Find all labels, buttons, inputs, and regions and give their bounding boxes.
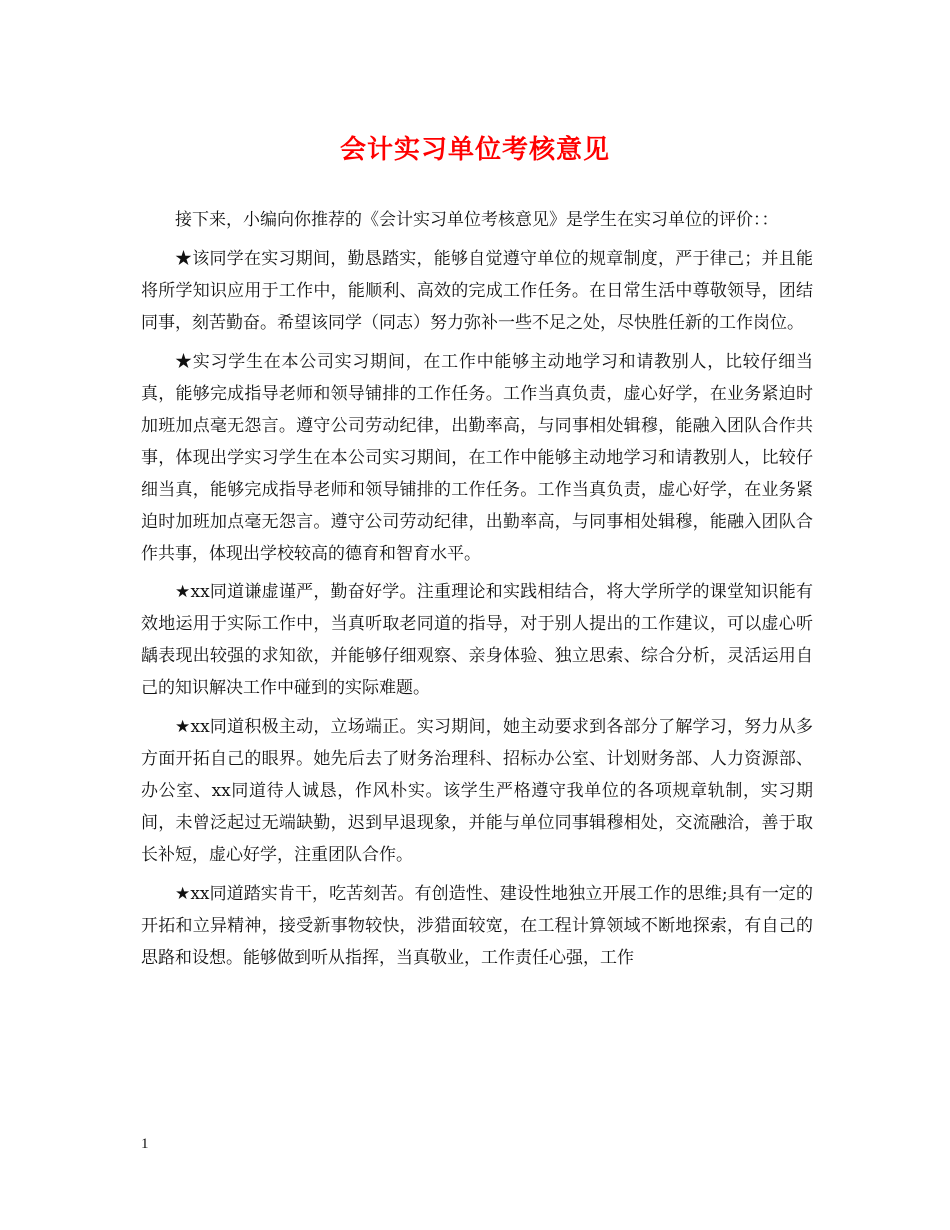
paragraph-evaluation-2: ★实习学生在本公司实习期间，在工作中能够主动地学习和请教别人，比较仔细当真，能够完成指导老师和领导铺排的工作任务。工作当真负责，虚心好学，在业务紧迫时加班加点毫无怨言。遵守公司劳动纪律，出勤率高，与同事相处辑穆，能融入团队合作共事，体现出学实习学生在本公司实习期间，在工作中能够主动地学习和请教别人，比较仔细当真，能够完成指导老师和领导铺排的工作任务。工作当真负责，虚心好学，在业务紧迫时加班加点毫无怨言。遵守公司劳动纪律，出勤率高，与同事相处辑穆，能融入团队合作共事，体现出学校较高的德育和智育水平。 (141, 351, 813, 564)
paragraph-evaluation-1: ★该同学在实习期间，勤恳踏实，能够自觉遵守单位的规章制度，严于律己；并且能将所学知识应用于工作中，能顺利、高效的完成工作任务。在日常生活中尊敬领导，团结同事，刻苦勤奋。希望该同学（同志）努力弥补一些不足之处，尽快胜任新的工作岗位。 (141, 248, 813, 333)
document-body (141, 204, 813, 981)
page-number: 1 (141, 1136, 149, 1152)
paragraph-evaluation-4: ★xx同道积极主动，立场端正。实习期间，她主动要求到各部分了解学习，努力从多方面开拓自己的眼界。她先后去了财务治理科、招标办公室、计划财务部、人力资源部、办公室、xx同道待人诚恳，作风朴实。该学生严格遵守我单位的各项规章轨制，实习期间，未曾泛起过无端缺勤，迟到早退现象，并能与单位同事辑穆相处，交流融洽，善于取长补短，虚心好学，注重团队合作。 (141, 717, 813, 866)
paragraph-evaluation-3: ★xx同道谦虚谨严，勤奋好学。注重理论和实践相结合，将大学所学的课堂知识能有效地运用于实际工作中，当真听取老同道的指导，对于别人提出的工作建议，可以虚心听龋表现出较强的求知欲，并能够仔细观察、亲身体验、独立思索、综合分析，灵活运用自己的知识解决工作中碰到的实际难题。 (141, 582, 813, 699)
document-title: 会计实习单位考核意见 (339, 135, 610, 165)
paragraph-evaluation-5: ★xx同道踏实肯干，吃苦刻苦。有创造性、建设性地独立开展工作的思维;具有一定的开拓和立异精神，接受新事物较快，涉猎面较宽，在工程计算领域不断地探索，有自己的思路和设想。能够做到听从指挥，当真敬业，工作责任心强，工作 (141, 883, 813, 968)
paragraph-intro: 接下来，小编向你推荐的《会计实习单位考核意见》是学生在实习单位的评价：： (175, 210, 779, 230)
